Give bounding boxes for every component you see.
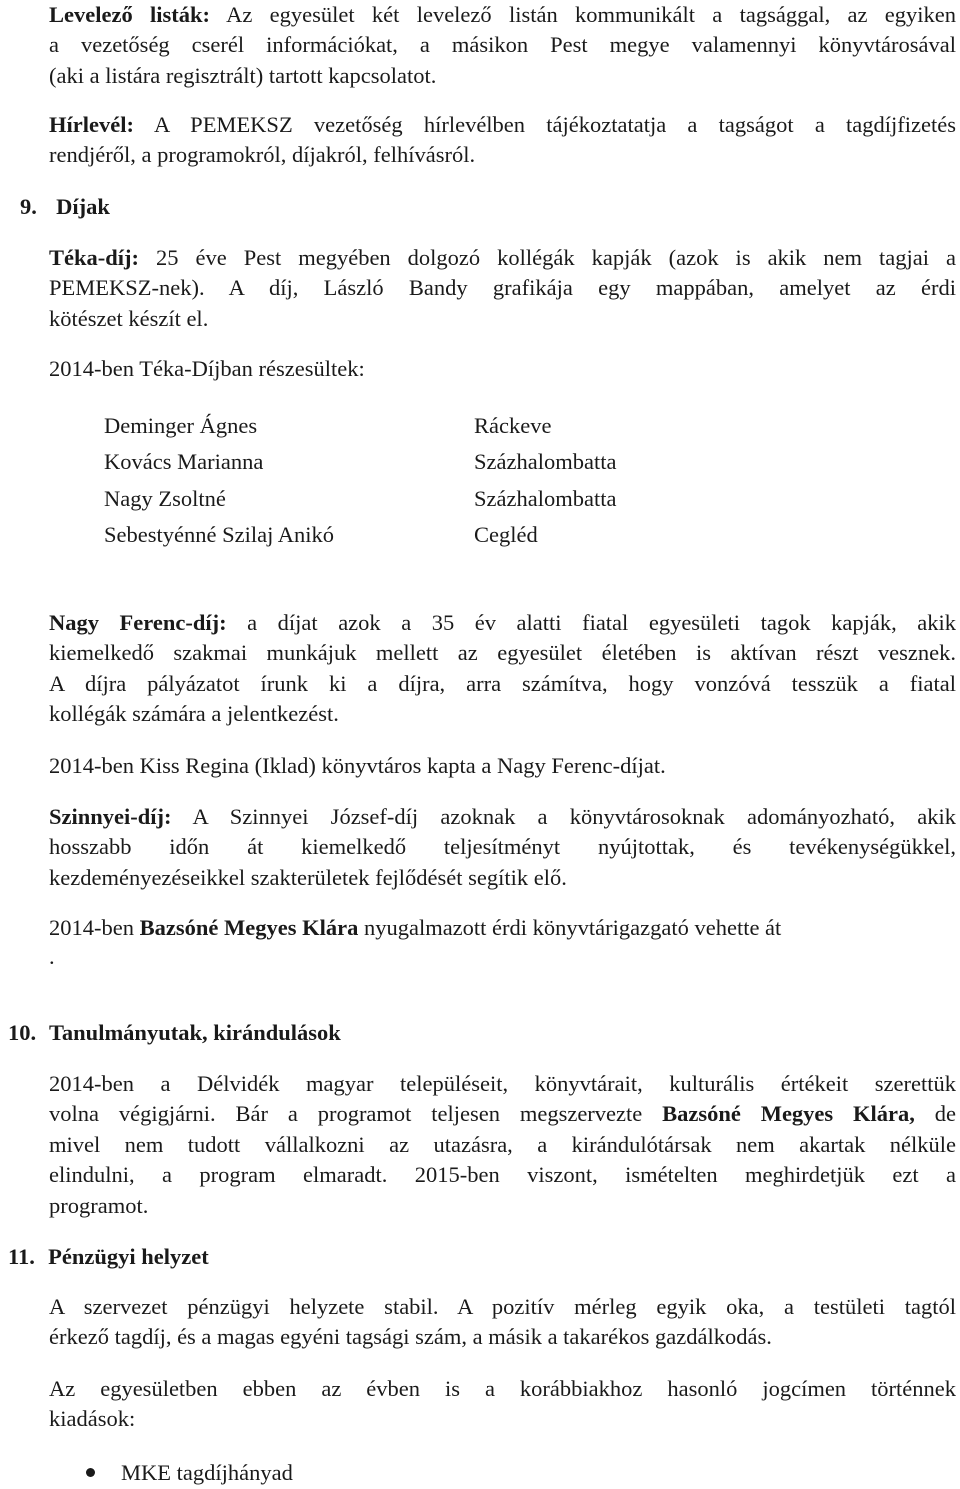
table-row [104,411,744,447]
text-line: Nagy Ferenc-díj: a díjat azok a 35 év alatti fiatal egyesületi tagok kapják, akik [49,610,956,635]
text-line: A díjra pályázatot írunk ki a díjra, arra számítva, hogy vonzóvá tesszük a fiatal [49,670,956,696]
bullet-icon [86,1468,95,1477]
recipient-city: Százhalombatta [474,485,617,511]
teka-recipients-table [104,411,744,556]
list-item-text: MKE tagdíjhányad [121,1460,293,1485]
recipient-city: Százhalombatta [474,449,617,475]
text-line: kötészet készít el. [49,305,209,331]
section-title: Pénzügyi helyzet [48,1244,209,1269]
text-line: PEMEKSZ-nek). A díj, László Bandy grafikája egy mappában, amelyet az érdi [49,275,956,301]
expenses-intro-paragraph [49,1374,956,1435]
section-title: Díjak [56,194,110,219]
text-line: kiadások: [49,1406,136,1432]
stray-dot: . [49,944,55,969]
section-number: 11. [8,1244,35,1269]
nagy-ferenc-award-paragraph [49,608,956,730]
list-item [86,1458,293,1488]
text-line: (aki a listára regisztrált) tartott kapcsolatot. [49,62,437,88]
table-row [104,484,744,520]
recipient-name: Sebestyénné Szilaj Anikó [104,521,334,547]
text-line: Téka-díj: 25 éve Pest megyében dolgozó kollégák kapják (azok is akik nem tagjai a [49,245,956,270]
teka-award-label: Téka-díj: [49,245,139,270]
teka-2014-intro: 2014-ben Téka-Díjban részesültek: [49,356,365,381]
recipient-city: Cegléd [474,521,538,547]
text-line: rendjéről, a programokról, díjakról, felhívásról. [49,142,476,168]
section-9-heading [20,192,110,222]
text-line: kollégák számára a jelentkezést. [49,701,339,727]
recipient-city: Ráckeve [474,413,552,438]
text-line: volna végigjárni. Bár a programot teljesen megszervezte Bazsóné Megyes Klára, de [49,1101,956,1127]
text-line: hosszabb időn át kiemelkedő teljesítményt nyújtottak, és tevékenységükkel, [49,834,956,860]
recipient-name: Bazsóné Megyes Klára [139,915,359,940]
section-number: 10. [8,1020,37,1045]
text-line: Levelező listák: Az egyesület két levelező listán kommunikált a tagsággal, az egyiken [49,2,956,27]
mailing-lists-paragraph [49,0,956,91]
text-line: Szinnyei-díj: A Szinnyei József-díj azoknak a könyvtárosoknak adományozható, akik [49,804,956,829]
nagy-ferenc-2014: 2014-ben Kiss Regina (Iklad) könyvtáros kapta a Nagy Ferenc-díjat. [49,753,666,778]
recipient-name: Nagy Zsoltné [104,485,226,511]
section-10-heading [8,1018,341,1048]
text-line: mivel nem tudott vállalkozni az utazásra, a kirándulótársak nem akartak nélküle [49,1131,956,1157]
text-line: 2014-ben a Délvidék magyar településeit, könyvtárait, kulturális értékeit szerettük [49,1071,956,1096]
newsletter-label: Hírlevél: [49,112,134,137]
finance-paragraph [49,1292,956,1353]
table-row [104,447,744,483]
text-line: kiemelkedő szakmai munkájuk mellett az egyesület életében is aktívan részt vesznek. [49,640,956,666]
text-line: programot. [49,1192,149,1218]
szinnyei-award-label: Szinnyei-díj: [49,804,172,829]
teka-award-paragraph [49,243,956,334]
newsletter-paragraph [49,110,956,171]
mailing-lists-label: Levelező listák: [49,2,211,27]
text-line: Hírlevél: A PEMEKSZ vezetőség hírlevélben tájékoztatatja a tagságot a tagdíjfizetés [49,112,956,137]
szinnyei-award-paragraph [49,802,956,893]
text-line: elindulni, a program elmaradt. 2015-ben viszont, ismételten meghirdetjük ezt a [49,1162,956,1188]
recipient-name: Kovács Marianna [104,449,264,475]
nagy-ferenc-award-label: Nagy Ferenc-díj: [49,610,227,635]
section-number: 9. [20,194,37,219]
text-line: a vezetőség cserél információkat, a másikon Pest megye valamennyi könyvtárosával [49,32,956,58]
text-line: kezdeményezéseikkel szakterületek fejlődését segítik elő. [49,864,567,890]
trips-paragraph [49,1069,956,1221]
recipient-name: Deminger Ágnes [104,413,258,438]
text-line: érkező tagdíj, és a magas egyéni tagsági szám, a másik a takarékos gazdálkodás. [49,1324,772,1350]
table-row [104,520,744,556]
szinnyei-2014: 2014-ben Bazsóné Megyes Klára nyugalmazott érdi könyvtárigazgató vehette át [49,915,782,940]
text-line: A szervezet pénzügyi helyzete stabil. A pozitív mérleg egyik oka, a testületi tagtól [49,1294,956,1319]
section-title: Tanulmányutak, kirándulások [48,1020,341,1045]
section-11-heading [8,1242,209,1272]
text-line: Az egyesületben ebben az évben is a korábbiakhoz hasonló jogcímen történnek [49,1376,956,1401]
